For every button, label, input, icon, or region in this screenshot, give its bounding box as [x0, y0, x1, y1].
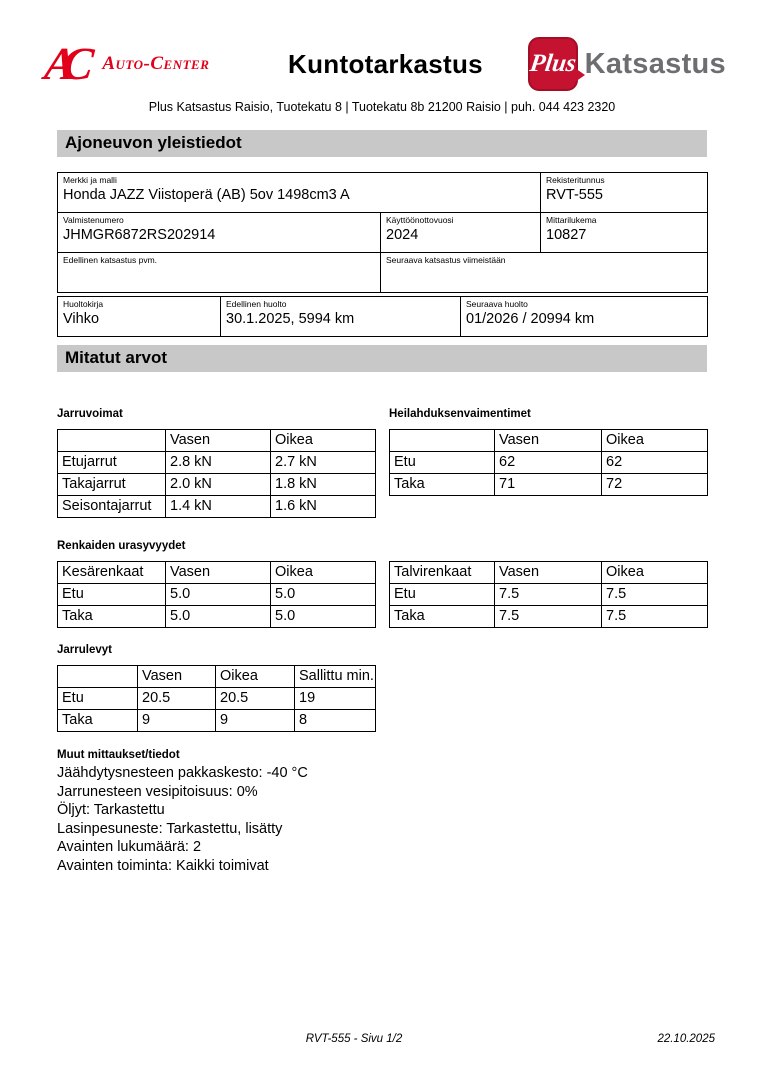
list-item: Öljyt: Tarkastettu: [57, 802, 165, 819]
table-cell: Taka: [390, 474, 495, 496]
field-label: Huoltokirja: [63, 299, 104, 309]
shock-absorbers-title: Heilahduksenvaimentimet: [389, 408, 531, 420]
table-cell-odometer: [541, 213, 708, 253]
table-cell: 5.0: [166, 606, 271, 628]
table-cell: Etu: [390, 452, 495, 474]
table-row: [390, 452, 708, 474]
summer-tires-block: [57, 552, 375, 628]
table-cell-previous-service: [221, 297, 461, 337]
table-cell: Vasen: [166, 430, 271, 452]
table-cell: 7.5: [495, 606, 602, 628]
winter-tires-block: [389, 552, 707, 628]
table-cell: Vasen: [495, 430, 602, 452]
katsastus-logo-text: Katsastus: [584, 47, 726, 80]
brake-forces-table: [57, 429, 376, 518]
section-header-measured: Mitatut arvot: [57, 345, 707, 372]
field-value: [63, 266, 376, 285]
table-row: [58, 297, 708, 337]
table-cell: 7.5: [495, 584, 602, 606]
field-label: Valmistenumero: [63, 215, 124, 225]
table-cell: [58, 666, 138, 688]
tire-tread-title: Renkaiden urasyvyydet: [57, 540, 186, 552]
table-row: [58, 606, 376, 628]
ac-monogram-icon: AC: [42, 38, 84, 89]
table-row: [390, 606, 708, 628]
table-cell: 7.5: [602, 584, 708, 606]
field-value: 30.1.2025, 5994 km: [226, 311, 355, 327]
other-measurements-list: [57, 764, 707, 876]
table-row: [58, 710, 376, 732]
brake-forces-block: [57, 372, 375, 518]
table-cell: 71: [495, 474, 602, 496]
table-row: [58, 584, 376, 606]
table-cell: 1.8 kN: [271, 474, 376, 496]
measurements-row-1: [57, 372, 707, 518]
table-cell: 1.4 kN: [166, 496, 271, 518]
report-date: 22.10.2025: [657, 1033, 715, 1045]
brake-forces-title: Jarruvoimat: [57, 408, 123, 420]
table-cell: Etujarrut: [58, 452, 166, 474]
table-cell: Oikea: [271, 430, 376, 452]
table-cell: [390, 430, 495, 452]
table-cell: 20.5: [138, 688, 216, 710]
table-cell: 7.5: [602, 606, 708, 628]
table-cell: Taka: [390, 606, 495, 628]
list-item: Lasinpesuneste: Tarkastettu, lisätty: [57, 820, 283, 837]
measurements-row-2: [57, 552, 707, 628]
table-cell: Seisontajarrut: [58, 496, 166, 518]
section-header-general: Ajoneuvon yleistiedot: [57, 130, 707, 157]
field-value: Honda JAZZ Viistoperä (AB) 5ov 1498cm3 A: [63, 187, 350, 203]
table-cell-previous-inspection: [58, 253, 381, 293]
field-value: [386, 266, 703, 285]
table-cell: 72: [602, 474, 708, 496]
table-row: [390, 562, 708, 584]
table-row: [58, 688, 376, 710]
station-address: Plus Katsastus Raisio, Tuotekatu 8 | Tuotekatu 8b 21200 Raisio | puh. 044 423 2320: [148, 100, 616, 114]
field-value: Vihko: [63, 311, 100, 327]
plus-badge-text: Plus: [527, 50, 578, 77]
table-row: [58, 173, 708, 213]
table-row: [58, 253, 708, 293]
table-cell: 2.0 kN: [166, 474, 271, 496]
list-item: Avainten toiminta: Kaikki toimivat: [57, 857, 269, 874]
table-cell: 9: [138, 710, 216, 732]
table-cell-next-inspection: [381, 253, 708, 293]
table-cell: Taka: [58, 710, 138, 732]
table-row: [390, 430, 708, 452]
table-cell: Oikea: [271, 562, 376, 584]
field-label: Seuraava huolto: [466, 299, 528, 309]
table-cell: Vasen: [495, 562, 602, 584]
table-cell: 20.5: [216, 688, 295, 710]
shock-absorbers-table: [389, 429, 708, 496]
table-cell: Vasen: [138, 666, 216, 688]
table-row: [58, 213, 708, 253]
table-cell: Kesärenkaat: [58, 562, 166, 584]
field-label: Mittarilukema: [546, 215, 597, 225]
table-cell: 8: [295, 710, 376, 732]
table-cell: 1.6 kN: [271, 496, 376, 518]
brake-discs-title: Jarrulevyt: [57, 644, 112, 656]
field-value: 10827: [546, 227, 587, 243]
list-item: Avainten lukumäärä: 2: [57, 839, 202, 856]
other-measurements-title: Muut mittaukset/tiedot: [57, 749, 180, 761]
summer-tires-table: [57, 561, 376, 628]
service-info-table: [57, 296, 708, 337]
plus-katsastus-logo: [527, 37, 726, 91]
table-cell: 19: [295, 688, 376, 710]
field-label: Seuraava katsastus viimeistään: [386, 255, 506, 265]
measured-values-area: [57, 372, 707, 876]
field-label: Edellinen huolto: [226, 299, 287, 309]
header: [0, 0, 764, 92]
table-cell: Etu: [390, 584, 495, 606]
table-cell-next-service: [461, 297, 708, 337]
table-row: [390, 584, 708, 606]
brake-discs-table: [57, 665, 376, 732]
table-cell: 2.7 kN: [271, 452, 376, 474]
table-cell: Sallittu min.: [295, 666, 376, 688]
table-cell: 9: [216, 710, 295, 732]
shock-absorbers-block: [389, 372, 707, 518]
table-cell-vin: [58, 213, 381, 253]
field-value: 01/2026 / 20994 km: [466, 311, 595, 327]
table-row: [58, 666, 376, 688]
table-cell-make-model: [58, 173, 541, 213]
list-item: Jarrunesteen vesipitoisuus: 0%: [57, 783, 258, 800]
table-row: [58, 562, 376, 584]
table-cell: Takajarrut: [58, 474, 166, 496]
list-item: Jäähdytysnesteen pakkaskesto: -40 °C: [57, 765, 308, 781]
table-cell-first-use-year: [381, 213, 541, 253]
winter-tires-table: [389, 561, 708, 628]
table-row: [58, 496, 376, 518]
plus-badge-icon: [528, 37, 578, 91]
field-value: RVT-555: [546, 187, 603, 203]
field-label: Käyttöönottovuosi: [386, 215, 454, 225]
table-cell: 5.0: [166, 584, 271, 606]
table-cell: Oikea: [602, 430, 708, 452]
table-row: [58, 430, 376, 452]
field-value: JHMGR6872RS202914: [63, 227, 216, 243]
page-title: Kuntotarkastus: [288, 48, 483, 79]
table-cell: Taka: [58, 606, 166, 628]
table-cell: Etu: [58, 584, 166, 606]
table-cell: 62: [602, 452, 708, 474]
table-cell: Etu: [58, 688, 138, 710]
auto-center-logo: [42, 38, 235, 89]
table-row: [58, 474, 376, 496]
table-cell-service-book: [58, 297, 221, 337]
table-cell-registration: [541, 173, 708, 213]
table-cell: 2.8 kN: [166, 452, 271, 474]
field-value: 2024: [386, 227, 419, 243]
table-cell: Oikea: [602, 562, 708, 584]
table-cell: Vasen: [166, 562, 271, 584]
page-number: RVT-555 - Sivu 1/2: [305, 1033, 403, 1045]
auto-center-logo-text: Auto-Center: [102, 53, 210, 74]
table-row: [390, 474, 708, 496]
table-cell: Talvirenkaat: [390, 562, 495, 584]
table-cell: 5.0: [271, 606, 376, 628]
vehicle-info-table: [57, 172, 708, 293]
table-cell: Oikea: [216, 666, 295, 688]
table-cell: 5.0: [271, 584, 376, 606]
page-footer: [0, 1033, 764, 1045]
field-label: Rekisteritunnus: [546, 175, 605, 185]
table-cell: 62: [495, 452, 602, 474]
table-row: [58, 452, 376, 474]
field-label: Merkki ja malli: [63, 175, 117, 185]
field-label: Edellinen katsastus pvm.: [63, 255, 158, 265]
table-cell: [58, 430, 166, 452]
